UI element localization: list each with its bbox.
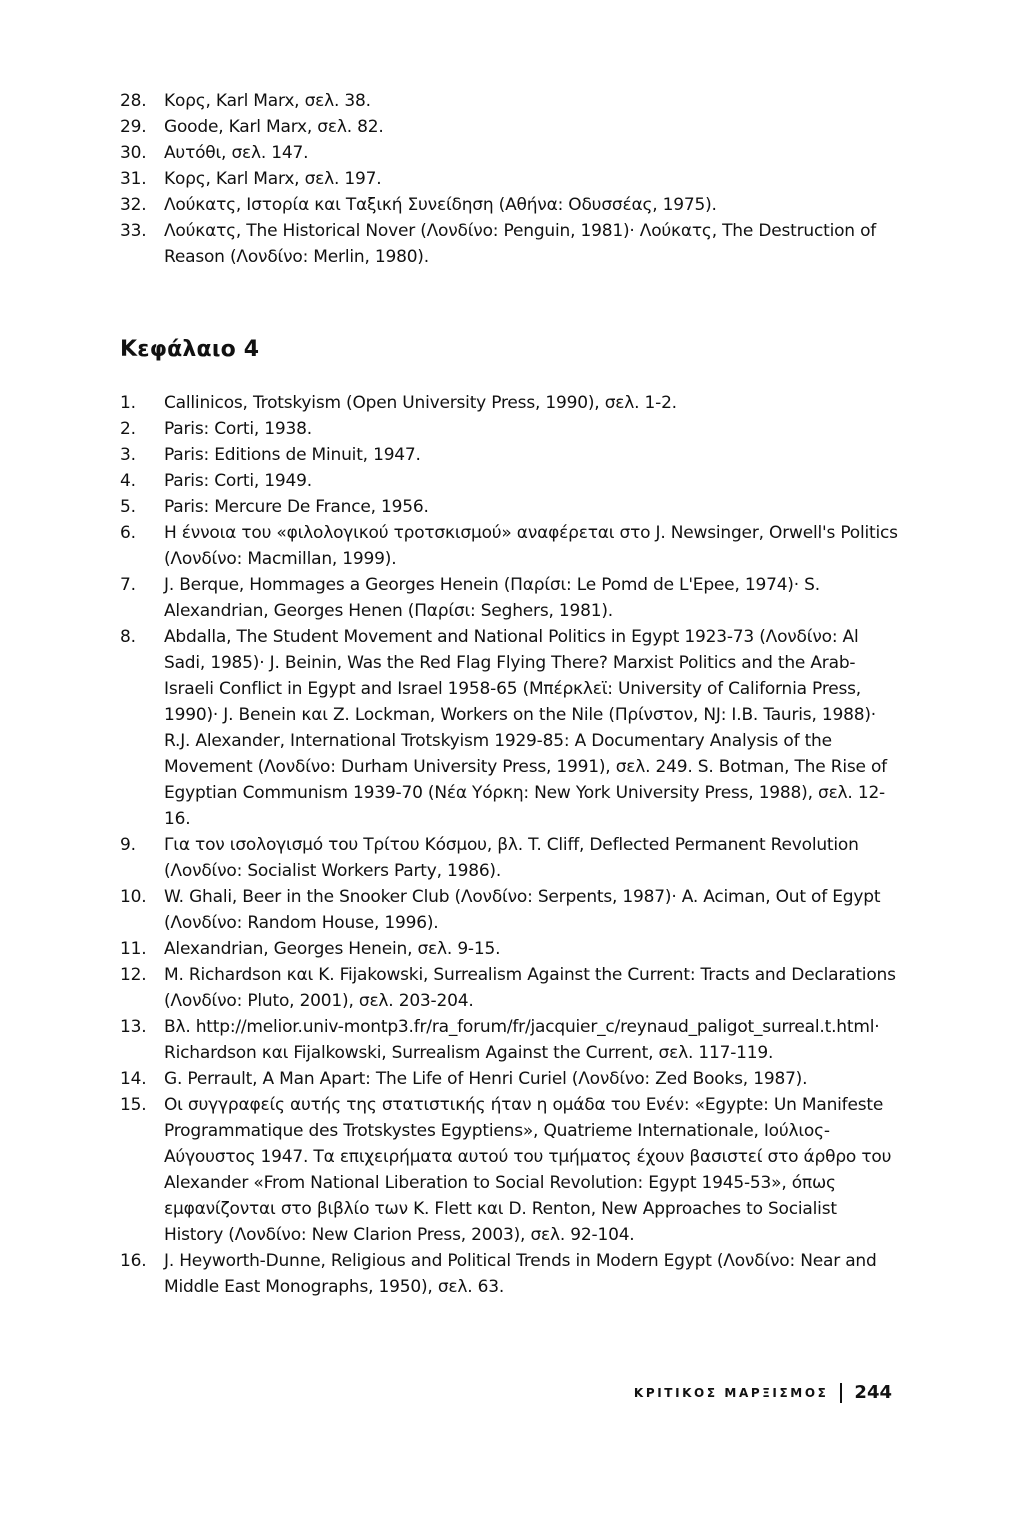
note-number: 3.	[120, 445, 136, 465]
note-text: Για τον ισολογισμό του Τρίτου Κόσμου, βλ. T. Cliff, Deflected Permanent Revolution (Λονδίνο: Socialist Workers Party, 1986).	[164, 835, 859, 881]
note-text: W. Ghali, Beer in the Snooker Club (Λονδίνο: Serpents, 1987)· A. Aciman, Out of Egypt (Λονδίνο: Random House, 1996).	[164, 887, 881, 933]
note-number: 29.	[120, 117, 147, 137]
note-item	[120, 218, 900, 270]
note-item	[120, 1066, 900, 1092]
note-item	[120, 1248, 900, 1300]
notes-list-previous-chapter	[120, 88, 900, 270]
footer-divider	[840, 1383, 842, 1403]
note-item	[120, 1092, 900, 1248]
note-text: J. Heyworth-Dunne, Religious and Political Trends in Modern Egypt (Λονδίνο: Near and Middle East Monographs, 1950), σελ. 63.	[164, 1251, 877, 1297]
note-number: 11.	[120, 939, 147, 959]
note-number: 1.	[120, 393, 136, 413]
note-number: 2.	[120, 419, 136, 439]
note-number: 32.	[120, 195, 147, 215]
note-text: Alexandrian, Georges Henein, σελ. 9-15.	[164, 939, 501, 959]
note-text: Λούκατς, Ιστορία και Ταξική Συνείδηση (Αθήνα: Οδυσσέας, 1975).	[164, 195, 717, 215]
note-text: Η έννοια του «φιλολογικού τροτσκισμού» αναφέρεται στο J. Newsinger, Orwell's Politics (Λονδίνο: Macmillan, 1999).	[164, 523, 898, 569]
note-number: 16.	[120, 1251, 147, 1271]
note-item	[120, 1014, 900, 1066]
note-item	[120, 936, 900, 962]
note-number: 33.	[120, 221, 147, 241]
note-text: Paris: Corti, 1938.	[164, 419, 312, 439]
note-text: Paris: Editions de Minuit, 1947.	[164, 445, 421, 465]
note-text: J. Berque, Hommages a Georges Henein (Παρίσι: Le Pomd de L'Epee, 1974)· S. Alexandrian, Georges Henen (Παρίσι: Seghers, 1981).	[164, 575, 820, 621]
note-text: Paris: Corti, 1949.	[164, 471, 312, 491]
note-text: Οι συγγραφείς αυτής της στατιστικής ήταν η ομάδα του Ενέν: «Egypte: Un Manifeste Programmatique des Trotskystes Egyptiens», Quatrieme Internationale, Ιούλιος-Αύγουστος 1947. Τα επιχειρήματα αυτού του τμήματος έχουν βασιστεί στο άρθρο του Alexander «From National Liberation to Social Revolution: Egypt 1945-53», όπως εμφανίζονται στο βιβλίο των K. Flett και D. Renton, New Approaches to Socialist History (Λονδίνο: New Clarion Press, 2003), σελ. 92-104.	[164, 1095, 892, 1245]
note-item	[120, 520, 900, 572]
note-number: 28.	[120, 91, 147, 111]
note-text: Βλ. http://melior.univ-montp3.fr/ra_forum/fr/jacquier_c/reynaud_paligot_surreal.t.html· Richardson και Fijalkowski, Surrealism Against the Current, σελ. 117-119.	[164, 1017, 880, 1063]
note-number: 14.	[120, 1069, 147, 1089]
note-text: M. Richardson και K. Fijakowski, Surrealism Against the Current: Tracts and Declarations (Λονδίνο: Pluto, 2001), σελ. 203-204.	[164, 965, 896, 1011]
notes-list-chapter-4	[120, 390, 900, 1300]
note-text: Paris: Mercure De France, 1956.	[164, 497, 429, 517]
note-item	[120, 390, 900, 416]
note-item	[120, 832, 900, 884]
note-item	[120, 416, 900, 442]
chapter-heading: Κεφάλαιο 4	[120, 337, 260, 362]
note-text: Κορς, Karl Marx, σελ. 197.	[164, 169, 382, 189]
note-number: 31.	[120, 169, 147, 189]
note-item	[120, 468, 900, 494]
note-item	[120, 442, 900, 468]
page-footer	[634, 1382, 892, 1403]
note-text: Callinicos, Trotskyism (Open University Press, 1990), σελ. 1-2.	[164, 393, 677, 413]
note-number: 13.	[120, 1017, 147, 1037]
note-item	[120, 624, 900, 832]
note-item	[120, 140, 900, 166]
note-item	[120, 884, 900, 936]
note-item	[120, 114, 900, 140]
note-item	[120, 88, 900, 114]
note-number: 7.	[120, 575, 136, 595]
note-text: Goode, Karl Marx, σελ. 82.	[164, 117, 384, 137]
note-text: Λούκατς, The Historical Nover (Λονδίνο: Penguin, 1981)· Λούκατς, The Destruction of Reason (Λονδίνο: Merlin, 1980).	[164, 221, 877, 267]
note-number: 4.	[120, 471, 136, 491]
note-number: 15.	[120, 1095, 147, 1115]
journal-title: ΚΡΙΤΙΚΟΣ ΜΑΡΞΙΣΜΟΣ	[633, 1385, 829, 1400]
note-item	[120, 572, 900, 624]
note-item	[120, 962, 900, 1014]
note-text: G. Perrault, A Man Apart: The Life of Henri Curiel (Λονδίνο: Zed Books, 1987).	[164, 1069, 808, 1089]
note-text: Abdalla, The Student Movement and National Politics in Egypt 1923-73 (Λονδίνο: Al Sadi, 1985)· J. Beinin, Was the Red Flag Flying There? Marxist Politics and the Arab-Israeli Conflict in Egypt and Israel 1958-65 (Μπέρκλεϊ: University of California Press, 1990)· J. Benein και Z. Lockman, Workers on the Nile (Πρίνστον, NJ: I.B. Tauris, 1988)· R.J. Alexander, International Trotskyism 1929-85: A Documentary Analysis of the Movement (Λονδίνο: Durham University Press, 1991), σελ. 249. S. Botman, The Rise of Egyptian Communism 1939-70 (Νέα Υόρκη: New York University Press, 1988), σελ. 12-16.	[164, 627, 887, 829]
note-number: 12.	[120, 965, 147, 985]
note-number: 8.	[120, 627, 136, 647]
note-item	[120, 494, 900, 520]
note-item	[120, 192, 900, 218]
note-text: Αυτόθι, σελ. 147.	[164, 143, 309, 163]
note-number: 10.	[120, 887, 147, 907]
note-number: 30.	[120, 143, 147, 163]
note-item	[120, 166, 900, 192]
note-number: 5.	[120, 497, 136, 517]
note-number: 9.	[120, 835, 136, 855]
note-text: Κορς, Karl Marx, σελ. 38.	[164, 91, 371, 111]
note-number: 6.	[120, 523, 136, 543]
page-number: 244	[854, 1382, 892, 1403]
